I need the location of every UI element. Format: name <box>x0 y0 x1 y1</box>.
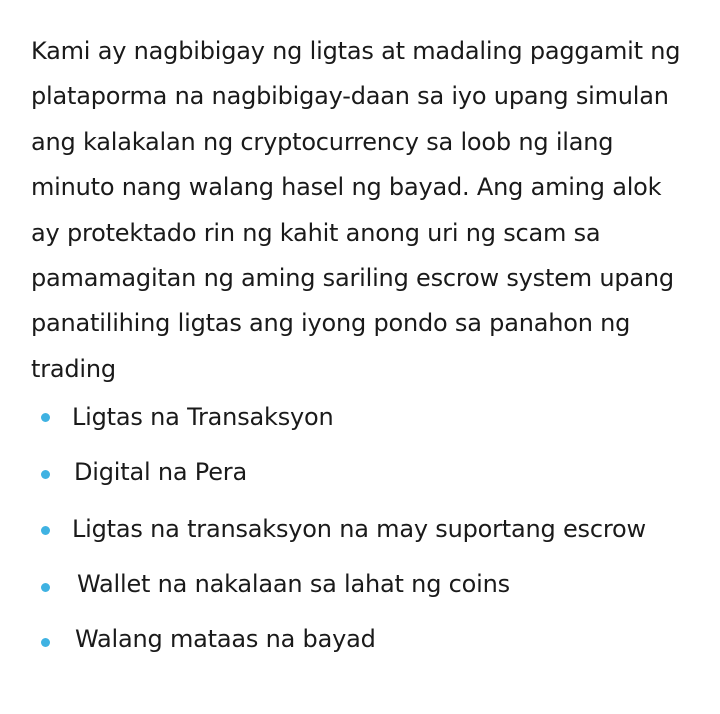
list-item <box>0 452 720 492</box>
feature-label: Walang mataas na bayad <box>75 625 376 653</box>
bullet-dot-icon <box>41 413 50 422</box>
list-item <box>0 509 720 549</box>
list-item <box>0 564 720 604</box>
feature-label: Digital na Pera <box>74 458 247 486</box>
list-item <box>0 397 720 437</box>
feature-label: Ligtas na transaksyon na may suportang escrow <box>72 515 646 543</box>
feature-label: Wallet na nakalaan sa lahat ng coins <box>77 570 510 598</box>
bullet-dot-icon <box>41 526 50 535</box>
feature-label: Ligtas na Transaksyon <box>72 403 334 431</box>
bullet-dot-icon <box>41 470 50 479</box>
list-item <box>0 619 720 659</box>
intro-paragraph: Kami ay nagbibigay ng ligtas at madaling paggamit ng plataporma na nagbibigay-daan sa iyo upang simulan ang kalakalan ng cryptocurrency sa loob ng ilang minuto nang walang hasel ng bayad. Ang aming alok ay protektado rin ng kahit anong uri ng scam sa pamamagitan ng aming sariling escrow system upang panatilihing ligtas ang iyong pondo sa panahon ng trading <box>31 37 681 383</box>
bullet-dot-icon <box>41 638 50 647</box>
bullet-dot-icon <box>41 583 50 592</box>
